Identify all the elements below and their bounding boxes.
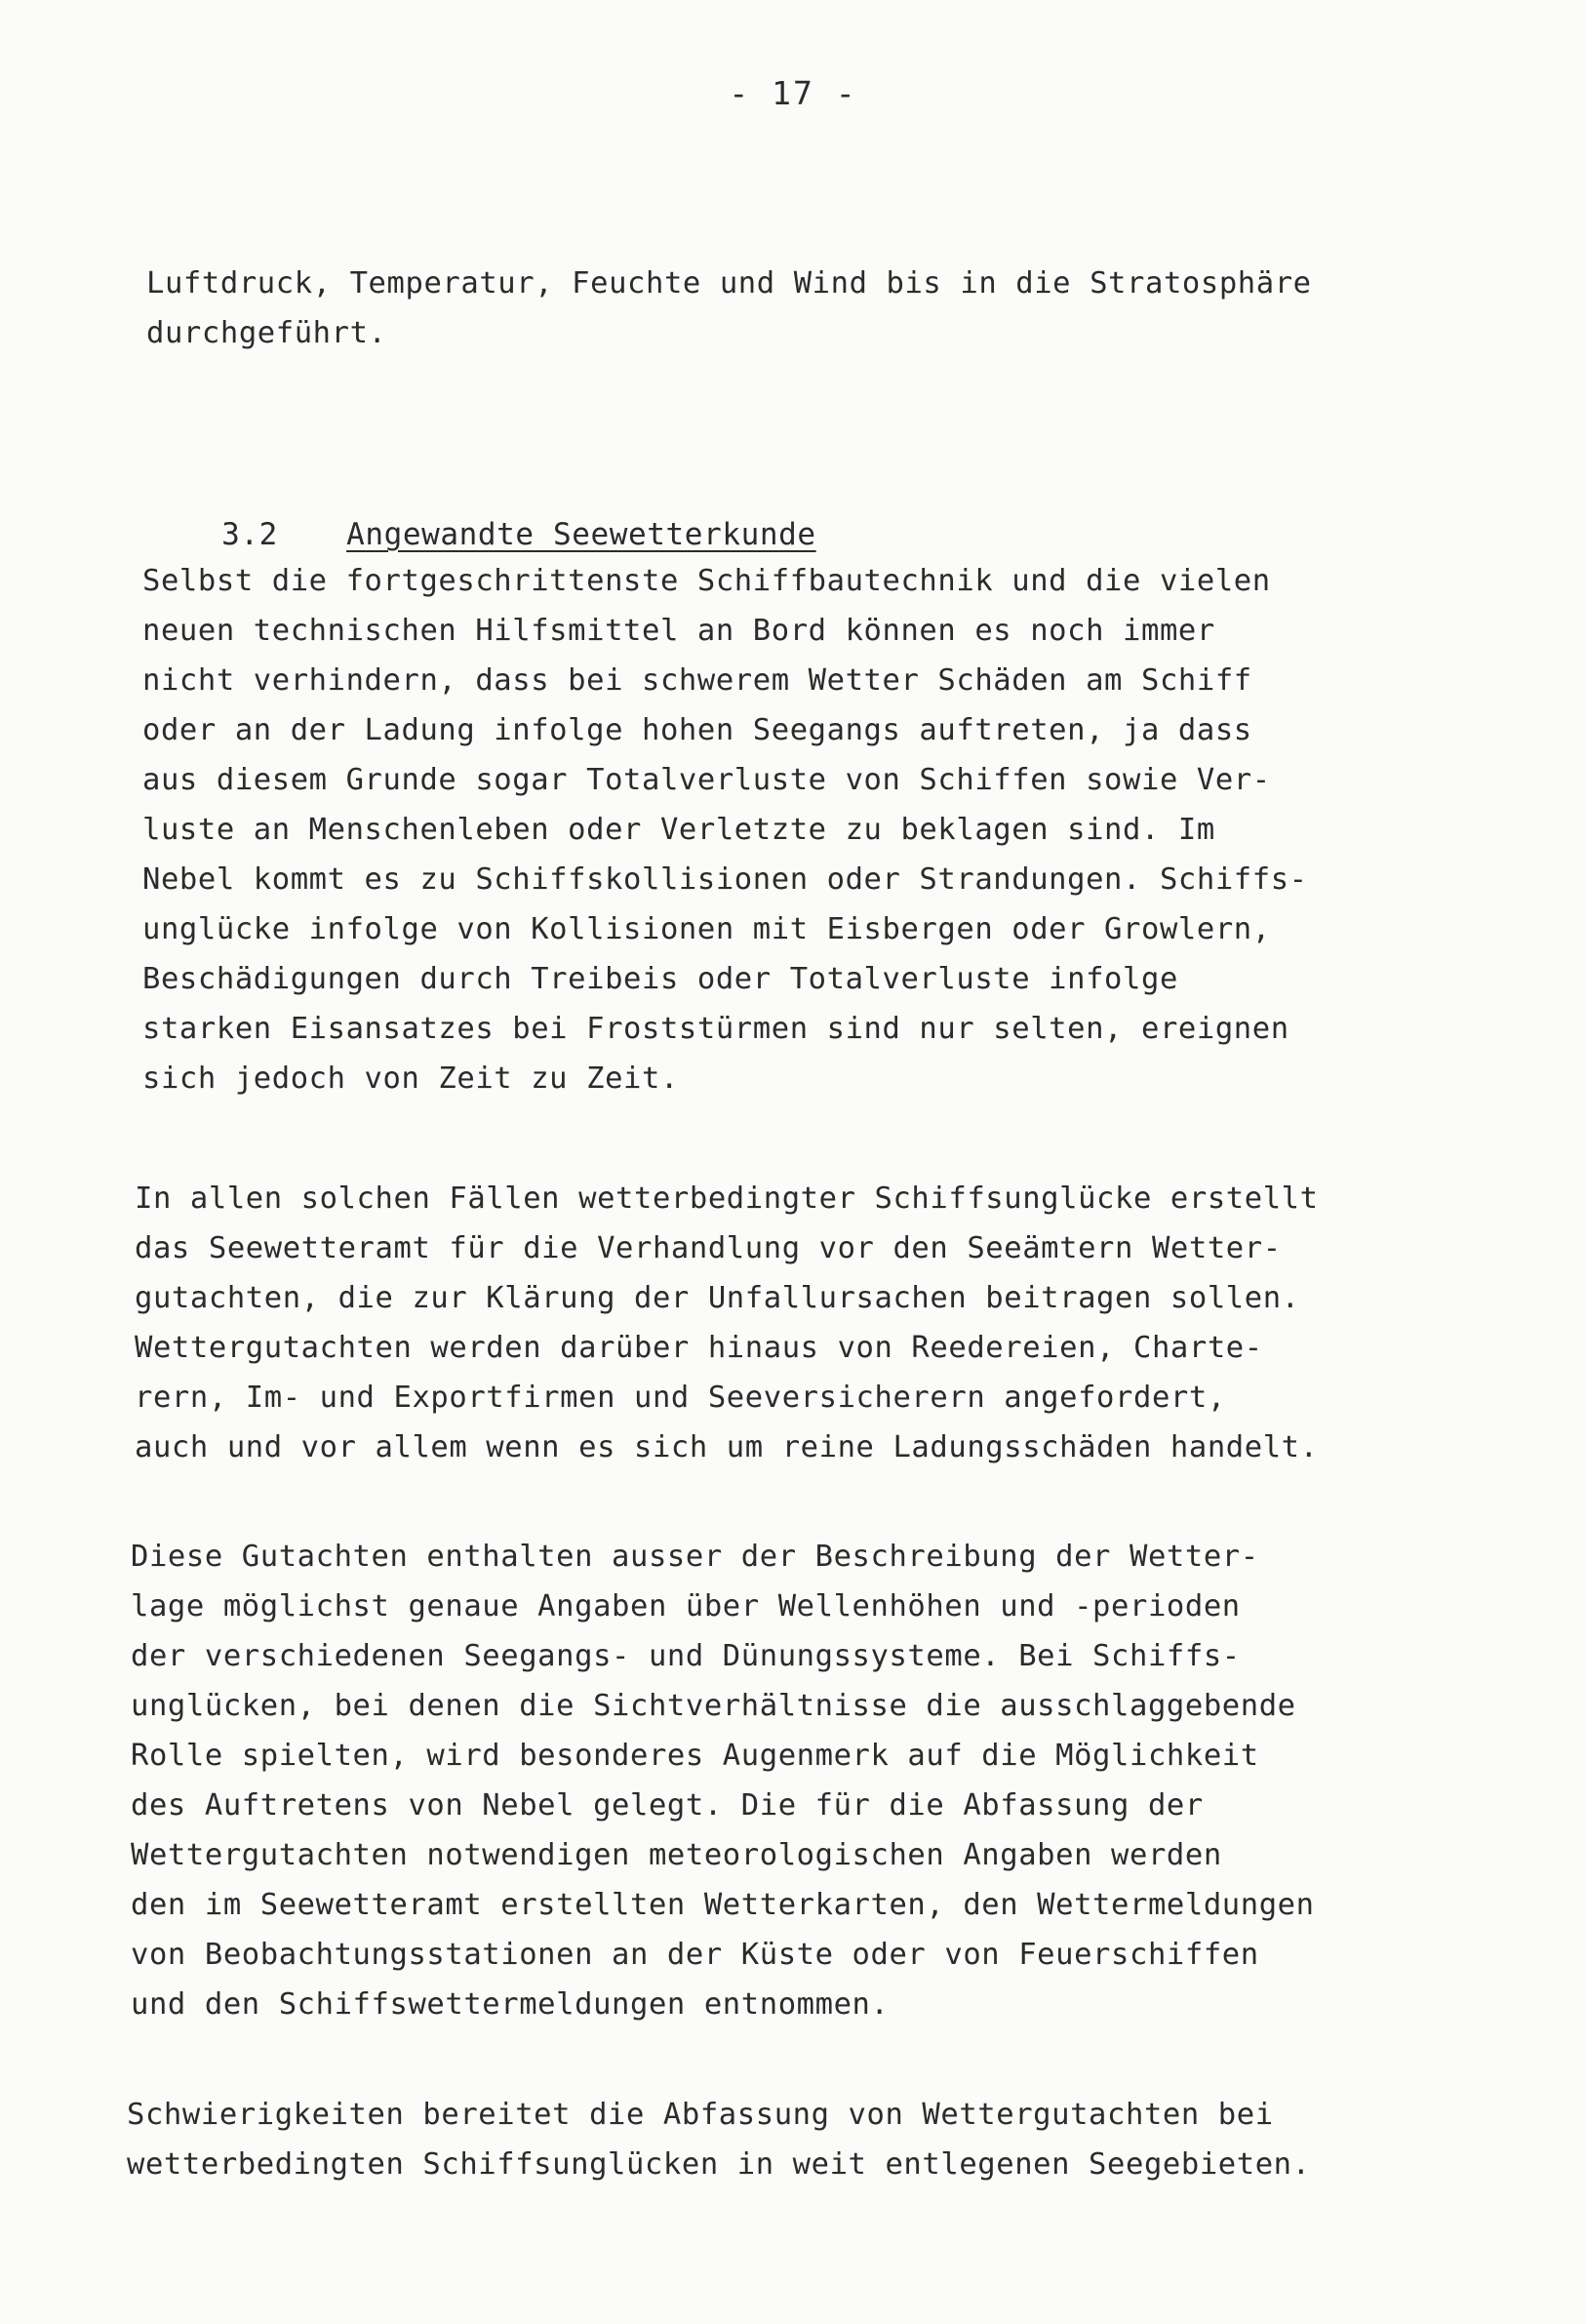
- text-line: starken Eisansatzes bei Froststürmen sind nur selten, ereignen: [142, 1012, 1289, 1046]
- text-line: Diese Gutachten enthalten ausser der Beschreibung der Wetter-: [131, 1540, 1259, 1574]
- text-line: Nebel kommt es zu Schiffskollisionen oder Strandungen. Schiffs-: [142, 862, 1308, 897]
- text-line: gutachten, die zur Klärung der Unfallursachen beitragen sollen.: [135, 1281, 1300, 1315]
- paragraph: [142, 556, 1508, 1103]
- text-line: neuen technischen Hilfsmittel an Bord können es noch immer: [142, 614, 1215, 648]
- paragraph: [135, 1174, 1500, 1472]
- text-line: rern, Im- und Exportfirmen und Seeversicherern angefordert,: [135, 1381, 1226, 1415]
- text-line: unglücken, bei denen die Sichtverhältnisse die ausschlaggebende: [131, 1689, 1296, 1723]
- paragraph: [127, 2090, 1492, 2189]
- paragraph: [131, 1532, 1496, 2029]
- text-line: und den Schiffswettermeldungen entnommen.: [131, 1987, 890, 2022]
- text-line: des Auftretens von Nebel gelegt. Die für die Abfassung der: [131, 1788, 1204, 1823]
- text-line: auch und vor allem wenn es sich um reine Ladungsschäden handelt.: [135, 1430, 1319, 1464]
- text-line: oder an der Ladung infolge hohen Seegangs auftreten, ja dass: [142, 713, 1252, 747]
- text-line: sich jedoch von Zeit zu Zeit.: [142, 1062, 679, 1096]
- text-line: den im Seewetteramt erstellten Wetterkarten, den Wettermeldungen: [131, 1888, 1315, 1922]
- text-line: Selbst die fortgeschrittenste Schiffbautechnik und die vielen: [142, 564, 1271, 598]
- text-line: nicht verhindern, dass bei schwerem Wetter Schäden am Schiff: [142, 663, 1252, 698]
- text-line: luste an Menschenleben oder Verletzte zu beklagen sind. Im: [142, 813, 1215, 847]
- text-line: Beschädigungen durch Treibeis oder Totalverluste infolge: [142, 962, 1178, 996]
- text-line: unglücke infolge von Kollisionen mit Eisbergen oder Growlern,: [142, 912, 1271, 946]
- text-line: Schwierigkeiten bereitet die Abfassung von Wettergutachten bei: [127, 2098, 1274, 2132]
- text-line: lage möglichst genaue Angaben über Wellenhöhen und -perioden: [131, 1589, 1241, 1623]
- page-number: - 17 -: [729, 74, 857, 112]
- text-line: das Seewetteramt für die Verhandlung vor den Seeämtern Wetter-: [135, 1231, 1282, 1265]
- section-number: 3.2: [221, 517, 278, 552]
- section-title: Angewandte Seewetterkunde: [346, 517, 816, 552]
- text-line: durchgeführt.: [146, 316, 387, 350]
- text-line: der verschiedenen Seegangs- und Dünungssysteme. Bei Schiffs-: [131, 1639, 1241, 1673]
- text-line: von Beobachtungsstationen an der Küste oder von Feuerschiffen: [131, 1938, 1259, 1972]
- text-line: In allen solchen Fällen wetterbedingter Schiffsunglücke erstellt: [135, 1182, 1319, 1216]
- text-line: Wettergutachten werden darüber hinaus von Reedereien, Charte-: [135, 1331, 1263, 1365]
- text-line: wetterbedingten Schiffsunglücken in weit entlegenen Seegebieten.: [127, 2147, 1311, 2182]
- text-line: Luftdruck, Temperatur, Feuchte und Wind bis in die Stratosphäre: [146, 266, 1312, 301]
- text-line: Rolle spielten, wird besonderes Augenmerk auf die Möglichkeit: [131, 1739, 1259, 1773]
- intro-paragraph: [146, 259, 1512, 358]
- text-line: aus diesem Grunde sogar Totalverluste von Schiffen sowie Ver-: [142, 763, 1271, 797]
- text-line: Wettergutachten notwendigen meteorologischen Angaben werden: [131, 1838, 1222, 1872]
